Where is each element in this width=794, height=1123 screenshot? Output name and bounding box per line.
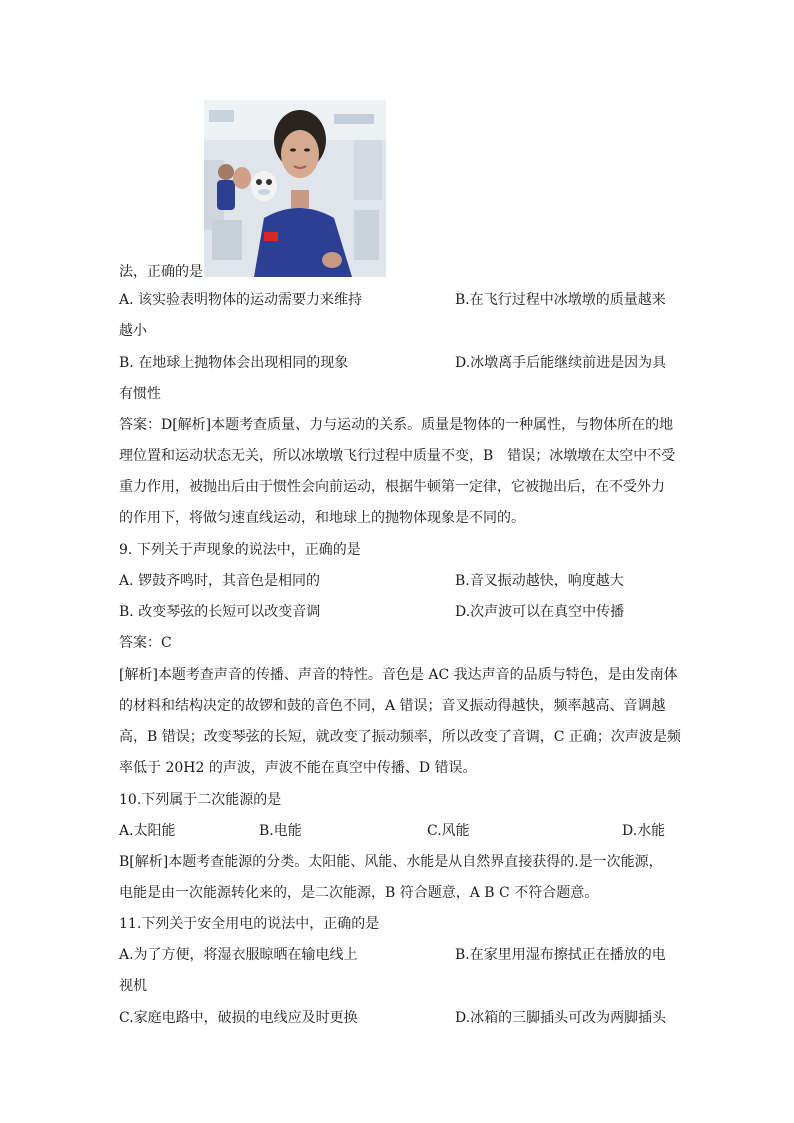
q8-answer-line: 答案：D[解析]本题考查质量、力与运动的关系。质量是物体的一种属性，与物体所在的地 <box>119 417 674 433</box>
q9-option-d: D.次声波可以在真空中传播 <box>455 604 625 620</box>
q11-option-b-wrap: 视机 <box>119 978 147 994</box>
q10-analysis-line: 电能是由一次能源转化来的，是二次能源，B 符合题意，A B C 不符合题意。 <box>119 885 599 901</box>
q11-option-a: A.为了方便，将湿衣服晾晒在输电线上 <box>119 947 358 963</box>
q8-option-d-wrap: 有惯性 <box>119 386 161 402</box>
q10-option-b: B.电能 <box>259 823 302 839</box>
q9-option-c: B. 改变琴弦的长短可以改变音调 <box>119 604 321 620</box>
q9-answer: 答案：C <box>119 635 172 651</box>
q9-option-a: A. 锣鼓齐鸣时，其音色是相同的 <box>119 573 321 589</box>
q11-option-b: B.在家里用湿布擦拭正在播放的电 <box>455 947 666 963</box>
q9-analysis-line: 高，B 错误；改变琴弦的长短，就改变了振动频率，所以改变了音调，C 正确；次声波是频 <box>119 729 681 745</box>
q9-analysis-line: 率低于 20H2 的声波，声波不能在真空中传播、D 错误。 <box>119 760 477 776</box>
q8-option-d: D.冰墩离手后能继续前进是因为具 <box>455 355 667 371</box>
q8-option-c: B. 在地球上抛物体会出现相同的现象 <box>119 355 349 371</box>
q8-option-a: A. 该实验表明物体的运动需要力来维持 <box>119 292 363 308</box>
q10-option-a: A.太阳能 <box>119 823 176 839</box>
q8-stem-tail: 法，正确的是 <box>119 264 203 280</box>
q11-option-c: C.家庭电路中，破损的电线应及时更换 <box>119 1010 358 1026</box>
astronaut-illustration <box>204 100 386 277</box>
q10-stem: 10.下列属于二次能源的是 <box>119 792 282 808</box>
q10-option-c: C.风能 <box>427 823 470 839</box>
q10-option-d: D.水能 <box>622 823 666 839</box>
q8-answer-line: 理位置和运动状态无关，所以冰墩墩飞行过程中质量不变，B 错误；冰墩墩在太空中不受 <box>119 448 676 464</box>
q9-analysis-line: [解析]本题考查声音的传播、声音的特性。音色是 AC 我达声音的品质与特色，是由发南体 <box>119 667 678 683</box>
astronaut-ice-pier-photo <box>204 100 386 277</box>
q8-option-b-wrap: 越小 <box>119 323 147 339</box>
q10-analysis-line: B[解析]本题考查能源的分类。太阳能、风能、水能是从自然界直接获得的.是一次能源， <box>119 854 663 870</box>
q8-option-b: B.在飞行过程中冰墩墩的质量越来 <box>455 292 666 308</box>
q9-stem: 9. 下列关于声现象的说法中，正确的是 <box>119 542 361 558</box>
q8-answer-line: 的作用下，将做匀速直线运动，和地球上的抛物体现象是不同的。 <box>119 510 525 526</box>
q9-analysis-line: 的材料和结构决定的故锣和鼓的音色不同，A 错误；音叉振动得越快，频率越高、音调越 <box>119 698 666 714</box>
q9-option-b: B.音叉振动越快，响度越大 <box>455 573 624 589</box>
q8-answer-line: 重力作用，被抛出后由于惯性会向前运动，根据牛顿第一定律，它被抛出后，在不受外力 <box>119 479 665 495</box>
q11-stem: 11.下列关于安全用电的说法中，正确的是 <box>119 916 380 932</box>
q11-option-d: D.冰箱的三脚插头可改为两脚插头 <box>455 1010 667 1026</box>
